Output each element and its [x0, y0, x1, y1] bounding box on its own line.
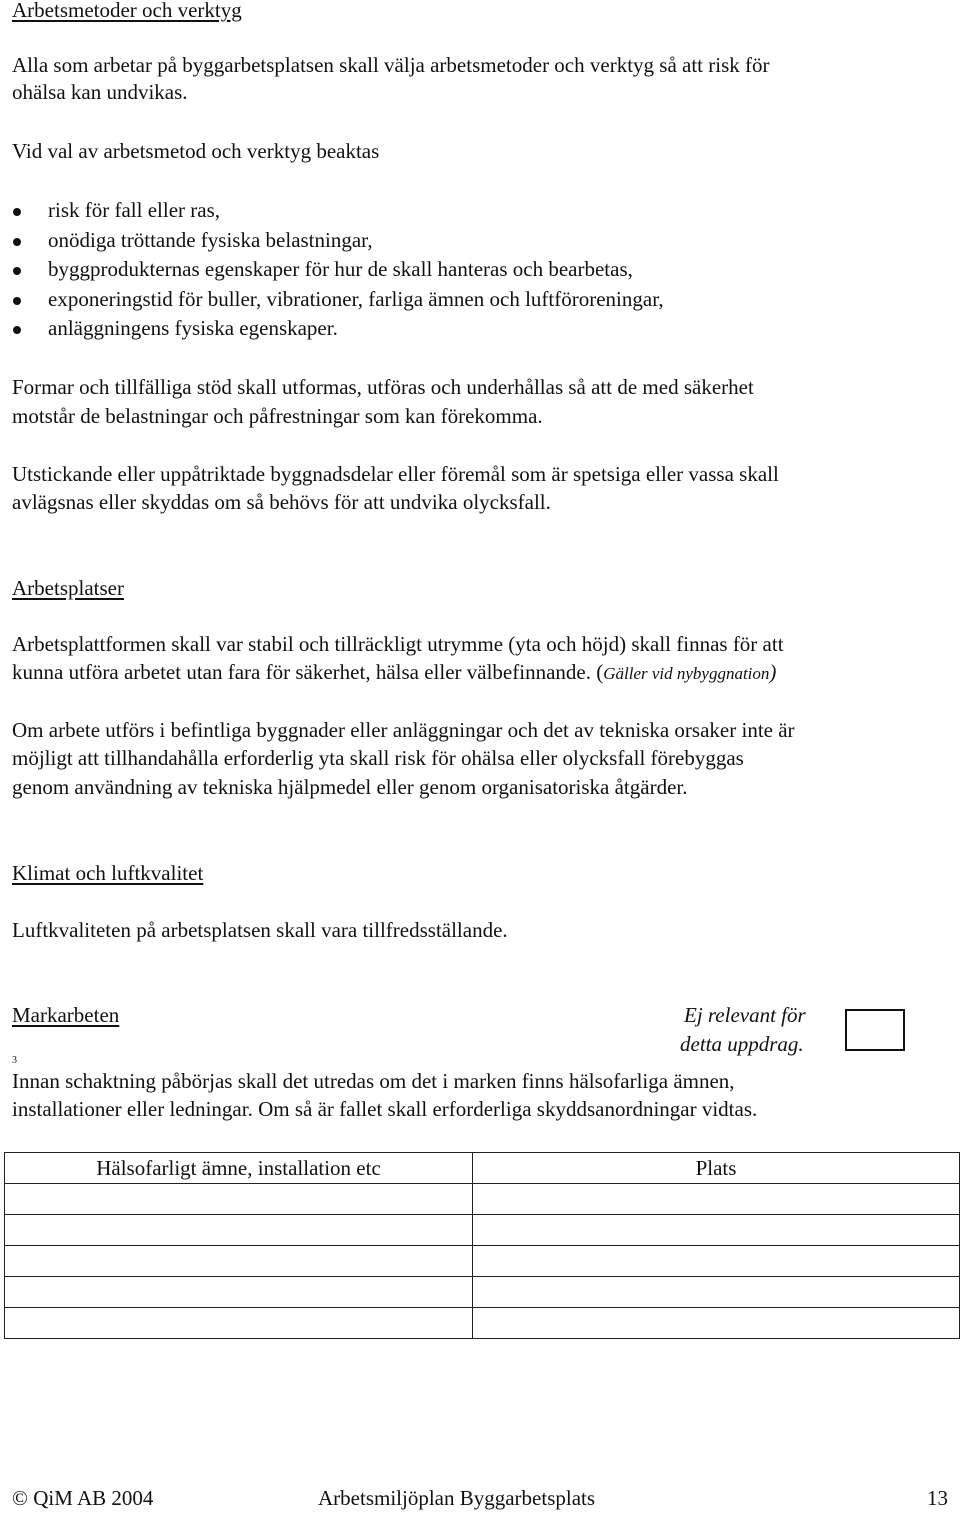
table-cell[interactable] [473, 1184, 960, 1215]
table-row [5, 1308, 960, 1339]
workplaces-para1-text: kunna utföra arbetet utan fara för säkerhet, hälsa eller välbefinnande. [12, 660, 591, 684]
climate-para: Luftkvaliteten på arbetsplatsen skall vara tillfredsställande. [12, 918, 508, 942]
list-item-text: byggprodukternas egenskaper för hur de skall hanteras och bearbetas, [48, 257, 633, 281]
methods-consider-lead: Vid val av arbetsmetod och verktyg beaktas [12, 139, 380, 163]
hazard-table [4, 1152, 960, 1339]
bullet-icon [13, 326, 21, 334]
table-cell[interactable] [473, 1246, 960, 1277]
list-item-text: anläggningens fysiska egenskaper. [48, 316, 338, 340]
table-row [5, 1246, 960, 1277]
footnote-mark: 3 [12, 1055, 17, 1066]
table-cell[interactable] [5, 1277, 473, 1308]
footer-page-number: 13 [927, 1486, 948, 1510]
footer-copyright: © QiM AB 2004 [12, 1486, 154, 1510]
forms-para-line1: Formar och tillfälliga stöd skall utformas, utföras och underhållas så att de med säkerhet [12, 375, 754, 399]
bullet-icon [13, 267, 21, 275]
table-row [5, 1277, 960, 1308]
not-relevant-line2: detta uppdrag. [680, 1032, 804, 1056]
bullet-icon [13, 238, 21, 246]
sharp-para-line2: avlägsnas eller skyddas om så behövs för att undvika olycksfall. [12, 490, 551, 514]
list-item [12, 285, 664, 315]
list-item [12, 196, 664, 226]
workplaces-para2-line2: möjligt att tillhandahålla erforderlig yta skall risk för ohälsa eller olycksfall förebyggas [12, 746, 744, 770]
table-cell[interactable] [5, 1215, 473, 1246]
not-relevant-line1: Ej relevant för [684, 1003, 806, 1027]
groundwork-para-line1: Innan schaktning påbörjas skall det utredas om det i marken finns hälsofarliga ämnen, [12, 1069, 735, 1093]
workplaces-para2-line3: genom användning av tekniska hjälpmedel eller genom organisatoriska åtgärder. [12, 775, 688, 799]
list-item [12, 255, 664, 285]
bullet-icon [13, 297, 21, 305]
list-item-text: exponeringstid för buller, vibrationer, farliga ämnen och luftföroreningar, [48, 286, 664, 311]
note-open-paren: ( [596, 660, 604, 684]
methods-intro-line1: Alla som arbetar på byggarbetsplatsen skall välja arbetsmetoder och verktyg så att risk för [12, 53, 770, 77]
bullet-icon [13, 208, 21, 216]
not-relevant-checkbox[interactable] [845, 1009, 905, 1051]
table-cell[interactable] [5, 1246, 473, 1277]
table-cell[interactable] [473, 1215, 960, 1246]
table-cell[interactable] [5, 1308, 473, 1339]
column-header-substance: Hälsofarligt ämne, installation etc [5, 1153, 473, 1184]
workplaces-para1-line2 [12, 660, 776, 685]
forms-para-line2: motstår de belastningar och påfrestningar som kan förekomma. [12, 404, 543, 428]
list-item [12, 226, 664, 256]
list-item [12, 314, 664, 344]
groundwork-para-line2: installationer eller ledningar. Om så är fallet skall erforderliga skyddsanordningar vidtas. [12, 1097, 758, 1121]
note-close-paren: ) [769, 660, 777, 684]
footer-document-title: Arbetsmiljöplan Byggarbetsplats [318, 1486, 596, 1510]
table-cell[interactable] [473, 1277, 960, 1308]
list-item-text: onödiga tröttande fysiska belastningar, [48, 227, 373, 252]
table-row [5, 1215, 960, 1246]
section-heading-groundwork: Markarbeten [12, 1003, 120, 1027]
table-cell[interactable] [473, 1308, 960, 1339]
workplaces-para1-line1: Arbetsplattformen skall var stabil och tillräckligt utrymme (yta och höjd) skall finnas för att [12, 632, 784, 656]
section-heading-workplaces: Arbetsplatser [12, 576, 124, 600]
methods-intro-line2: ohälsa kan undvikas. [12, 80, 188, 104]
sharp-para-line1: Utstickande eller uppåtriktade byggnadsdelar eller föremål som är spetsiga eller vassa skall [12, 462, 779, 486]
new-construction-note: Gäller vid nybyggnation [603, 664, 770, 683]
column-header-location: Plats [473, 1153, 960, 1184]
section-heading-methods: Arbetsmetoder och verktyg [12, 0, 242, 22]
list-item-text: risk för fall eller ras, [48, 198, 221, 222]
methods-bullet-list [12, 196, 664, 344]
table-cell[interactable] [5, 1184, 473, 1215]
table-row [5, 1184, 960, 1215]
section-heading-climate: Klimat och luftkvalitet [12, 861, 204, 885]
table-header-row [5, 1153, 960, 1184]
workplaces-para2-line1: Om arbete utförs i befintliga byggnader eller anläggningar och det av tekniska orsaker inte är [12, 718, 795, 742]
